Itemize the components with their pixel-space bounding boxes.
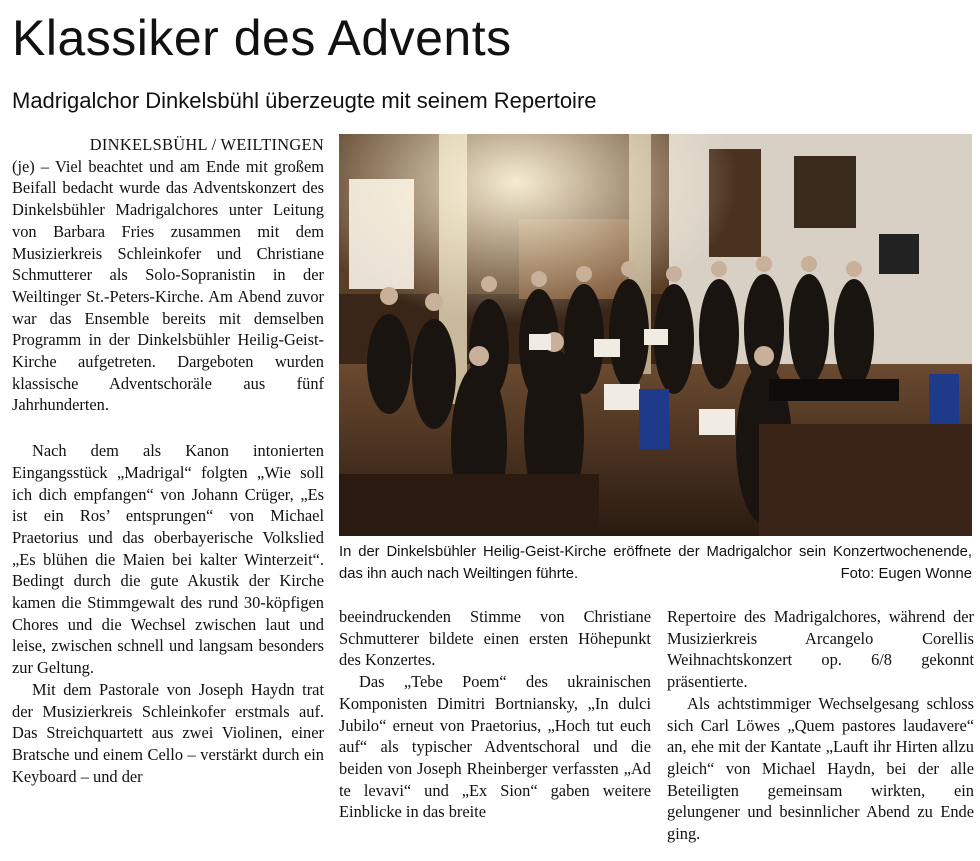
text-column-1 [12,134,324,787]
paragraph-3: Mit dem Pastorale von Joseph Haydn trat der Musizierkreis Schleinkofer erstmals auf. Das Streichquartett aus zwei Violinen, einer Bratsche und einem Cello – verstärkt durch ein Keyboard – und der [12,679,324,786]
paragraph-6: Repertoire des Madrigalchores, während der Musizierkreis Arcangelo Corellis Weihnachtskonzert op. 6/8 gekonnt präsentierte. [667,607,974,692]
text-column-3 [667,606,974,845]
paragraph-4: beeindruckenden Stimme von Christiane Schmutterer bildete einen ersten Höhepunkt des Konzertes. [339,607,651,670]
choir-photo [339,134,972,536]
photo-caption [339,542,972,585]
dateline: DINKELSBÜHL / WEILTINGEN [89,135,324,154]
subheadline: Madrigalchor Dinkelsbühl überzeugte mit seinem Repertoire [12,88,597,113]
caption-text: In der Dinkelsbühler Heilig-Geist-Kirche eröffnete der Madrigalchor sein Konzertwochenende, das ihn auch nach Weiltingen führte. [339,544,972,582]
photo-credit: Foto: Eugen Wonne [840,565,972,582]
paragraph-2: Nach dem als Kanon intonierten Eingangsstück „Madrigal“ folgten „Wie soll ich dich empfangen“ von Johann Crüger, „Es ist ein Ros’ entsprungen“ von Michael Praetorius und das oberbayerische Volkslied „Es blühen die Maien bei kalter Winterzeit“. Bedingt durch die gute Akustik der Kirche kamen die Stimmgewalt des rund 30-köpfigen Chores und die Wechsel zwischen laut und leise, zwischen schnell und langsam besonders zur Geltung. [12,441,324,678]
text-column-2 [339,606,651,823]
headline: Klassiker des Advents [12,10,512,66]
paragraph-7: Als achtstimmiger Wechselgesang schloss sich Carl Löwes „Quem pastores laudavere“ an, ehe mit der Kantate „Lauft ihr Hirten allzu gleich“ von Michael Haydn, bei der alle Beteiligten gemeinsam wirkten, ein gelungener und besinnlicher Abend zu Ende ging. [667,693,974,844]
paragraph-1 [12,134,324,416]
paragraph-5: Das „Tebe Poem“ des ukrainischen Komponisten Dimitri Bortniansky, „In dulci Jubilo“ erneut von Praetorius, „Hoch tut euch auf“ als typischer Adventschoral und die beiden von Joseph Rheinberger verfassten „Ad te levavi“ und „Ex Sion“ gaben weitere Einblicke in das breite [339,672,651,822]
paragraph-1-text: (je) – Viel beachtet und am Ende mit großem Beifall bedacht wurde das Adventskonzert des Dinkelsbühler Madrigalchores unter Leitung von Barbara Fries zusammen mit dem Musizierkreis Schleinkofer und Christiane Schmutterer als Solo-Sopranistin in der Weiltinger St.-Peters-Kirche. Am Abend zuvor war das Ensemble bereits mit demselben Programm in der Dinkelsbühler Heilig-Geist-Kirche aufgetreten. Dargeboten wurden klassische Adventschoräle aus fünf Jahrhunderten. [12,156,324,415]
